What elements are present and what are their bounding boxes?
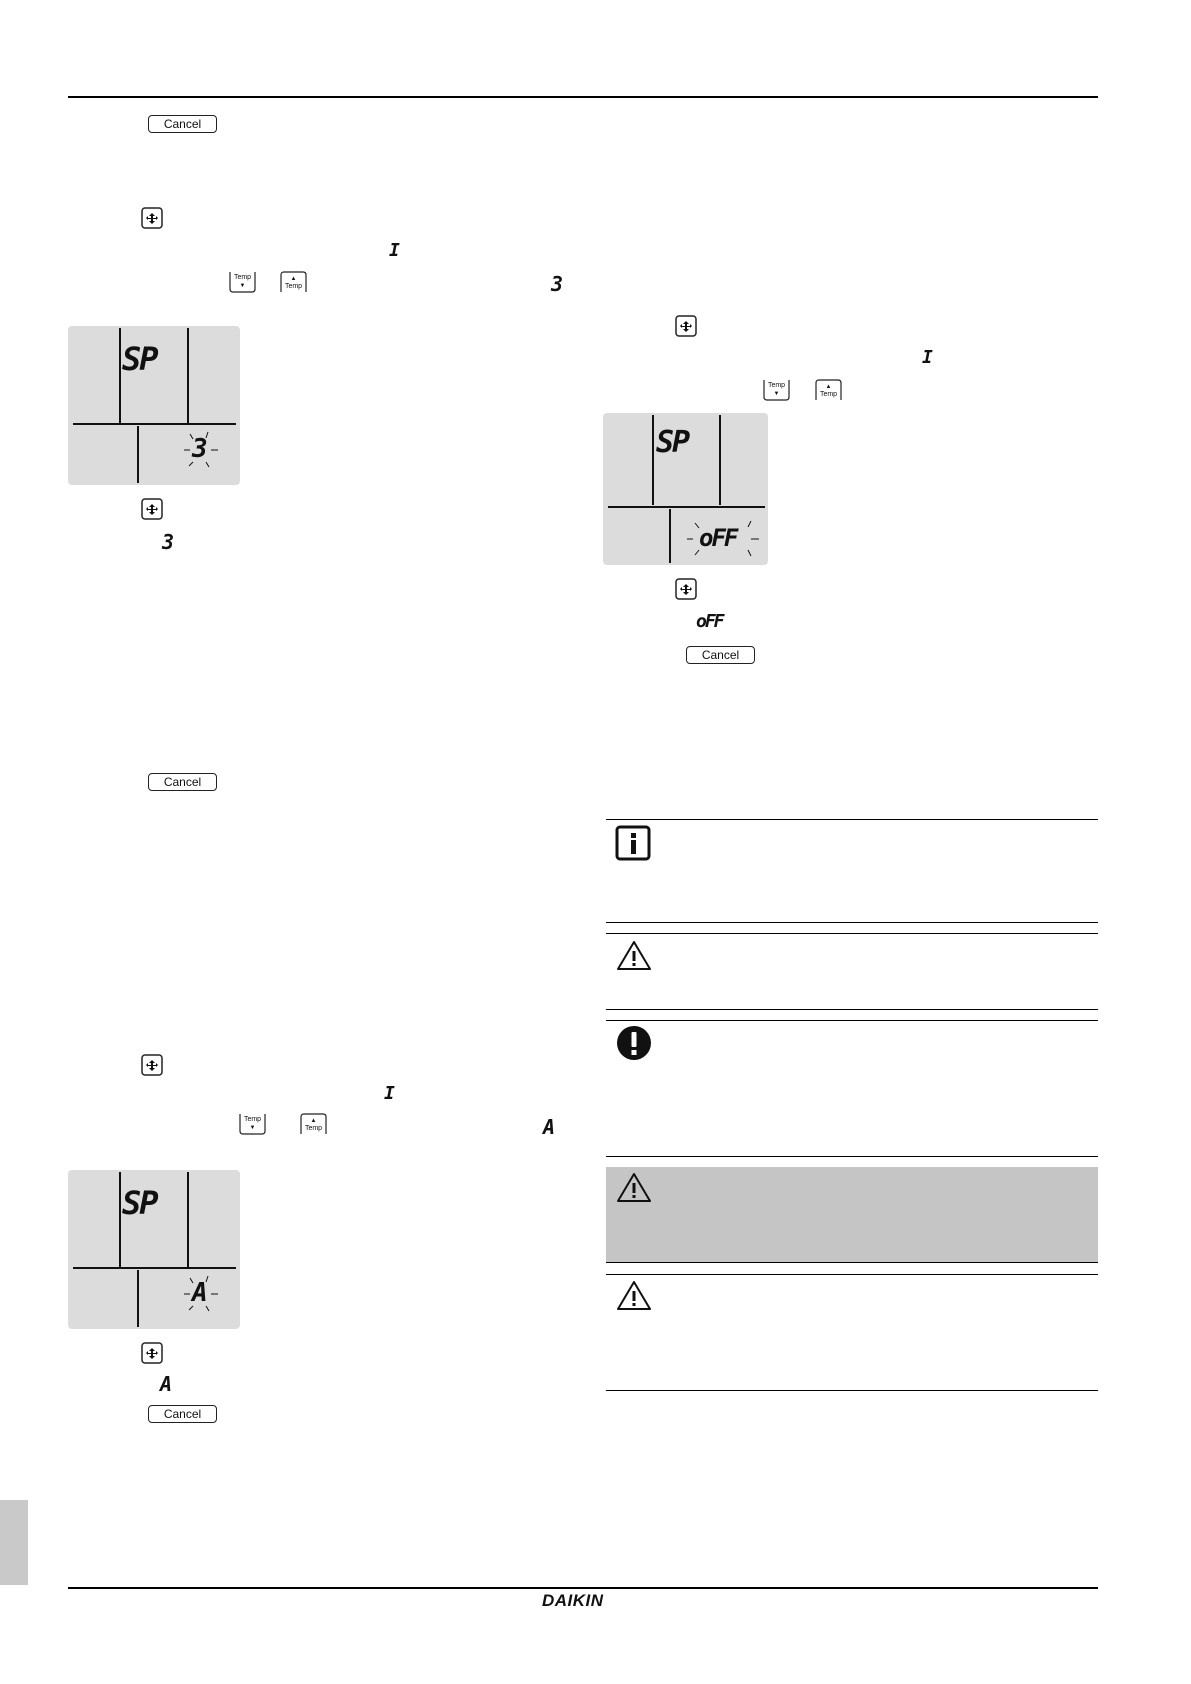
fan-mode-key-icon[interactable] [141, 207, 163, 229]
cancel-button[interactable]: Cancel [148, 115, 217, 133]
lcd-display-sp-a [68, 1170, 240, 1329]
digit-3-confirm-glyph: 3 [162, 530, 173, 554]
svg-text:▲: ▲ [290, 276, 297, 282]
temp-down-key[interactable] [239, 1113, 266, 1135]
svg-text:Temp: Temp [767, 382, 786, 389]
lcd-code-text: SP [122, 1184, 157, 1222]
svg-text:▼: ▼ [249, 1125, 256, 1131]
svg-text:Temp: Temp [233, 274, 252, 281]
off-confirm-glyph: oFF [696, 611, 723, 632]
cancel-button[interactable]: Cancel [148, 1405, 217, 1423]
warning-icon [616, 1171, 652, 1203]
lcd-code-text: SP [122, 340, 157, 378]
fan-mode-key-icon[interactable] [141, 1342, 163, 1364]
notice-rule [606, 922, 1098, 923]
lcd-value-text: 3 [192, 434, 206, 464]
notice-rule [606, 1390, 1098, 1391]
temp-up-key[interactable] [300, 1113, 327, 1135]
notice-rule [606, 1262, 1098, 1263]
chapter-side-tab [0, 1500, 28, 1585]
svg-text:Temp: Temp [819, 391, 838, 398]
fan-mode-key-icon[interactable] [675, 578, 697, 600]
fan-mode-key-icon[interactable] [141, 498, 163, 520]
lcd-display-sp-3 [68, 326, 240, 485]
notice-rule [606, 819, 1098, 820]
digit-a-confirm-glyph: A [160, 1372, 171, 1396]
temp-down-key[interactable] [229, 271, 256, 293]
warning-icon [616, 939, 652, 971]
temp-down-key[interactable] [763, 379, 790, 401]
lcd-display-sp-off [603, 413, 768, 565]
temp-up-key[interactable] [815, 379, 842, 401]
digit-1-glyph: I [922, 347, 931, 368]
fan-mode-key-icon[interactable] [675, 315, 697, 337]
svg-text:Temp: Temp [304, 1125, 323, 1132]
notice-rule [606, 1274, 1098, 1275]
digit-a-glyph: A [543, 1115, 554, 1139]
digit-3-glyph: 3 [551, 272, 562, 296]
exclamation-icon [616, 1025, 652, 1061]
caution-shaded-box [606, 1167, 1098, 1262]
info-icon [615, 825, 651, 861]
lcd-code-text: SP [656, 425, 689, 460]
fan-mode-key-icon[interactable] [141, 1054, 163, 1076]
cancel-button[interactable]: Cancel [148, 773, 217, 791]
notice-rule [606, 1020, 1098, 1021]
notice-rule [606, 1156, 1098, 1157]
svg-text:▲: ▲ [310, 1118, 317, 1124]
temp-up-key[interactable] [280, 271, 307, 293]
digit-1-glyph: I [384, 1083, 393, 1104]
cancel-button[interactable]: Cancel [686, 646, 755, 664]
footer-rule [68, 1587, 1098, 1589]
header-rule [68, 96, 1098, 98]
daikin-logo: DAIKIN [542, 1591, 604, 1610]
svg-text:▲: ▲ [825, 384, 832, 390]
warning-icon [616, 1279, 652, 1311]
lcd-value-text: A [192, 1278, 206, 1308]
digit-1-glyph: I [389, 240, 398, 261]
svg-text:Temp: Temp [284, 283, 303, 290]
svg-text:▼: ▼ [773, 391, 780, 397]
svg-text:▼: ▼ [239, 283, 246, 289]
lcd-value-text: oFF [699, 524, 737, 552]
svg-text:Temp: Temp [243, 1116, 262, 1123]
notice-rule [606, 933, 1098, 934]
notice-rule [606, 1009, 1098, 1010]
